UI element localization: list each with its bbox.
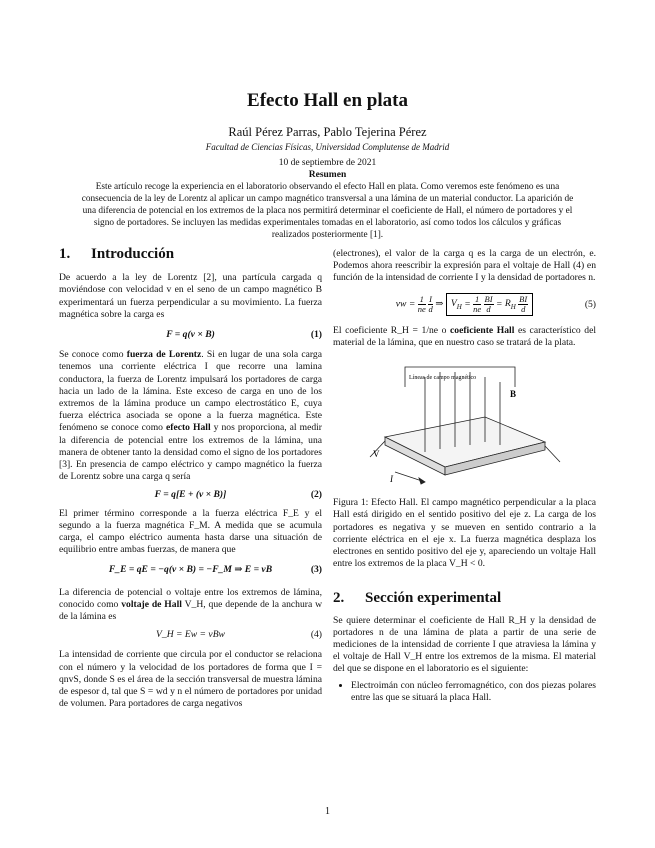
section-2-number: 2. [333, 590, 345, 607]
equation-1 [59, 329, 322, 341]
current-label: I [389, 474, 393, 485]
equation-3-number: (3) [310, 564, 322, 576]
p2-text-b: . Si en lugar de una sola carga tenemos una corriente eléctrica I que recorre una lamina conductora, la fuerza de Lorentz impulsará los portadores de carga hacia un lado de la lámina. Este exceso de carga en uno de los extremos de la lámina produce un campo electrostático E, cuya fuerza eléctrica asociada se opone a la fuerza magnética. Este fenómeno se conoce como [59, 349, 322, 434]
field-b-label: B [509, 389, 516, 400]
intro-paragraph-5: La intensidad de corriente que circula por el conductor se relaciona con el número y la velocidad de los portadores de forma que I = qnvS, donde S es el área de la sección transversal de muestra lámina de espesor d, tal que S = wd y n el número de portadores por unidad de volumen. Para portadores de carga negativos [59, 649, 322, 710]
equation-5-number: (5) [584, 298, 596, 310]
equation-5-body: vw = $\frac{1}{ne}$ $\frac{I}{d}$ ⇒ $V_H$ = $\frac{1}{ne}$ $\frac{BI}{d}$ = $R_H$ $\frac{BI}{d}$ [396, 293, 533, 316]
right-paragraph-2 [333, 325, 596, 349]
paper-title: Efecto Hall en plata [247, 90, 408, 111]
equation-4-number: (4) [310, 629, 322, 641]
section-2-paragraph-1: Se quiere determinar el coeficiente de Hall R_H y la densidad de portadores n de una lámina de plata a partir de una serie de mediciones de la intensidad de corriente I que atraviesa la lámina y el voltaje de Hall V_H entre los extremos de la misma. El material del que se dispone en el laboratorio es el siguiente: [333, 614, 596, 675]
voltage-label: V [372, 449, 379, 460]
rp2-text-a: El coeficiente R_H = 1/ne o [333, 324, 451, 336]
p2-bold-hall: efecto Hall [166, 422, 211, 434]
section-2-title: Sección experimental [365, 590, 502, 607]
equation-3 [59, 564, 322, 576]
equation-4-body: V_H = Ew = vBw [156, 629, 225, 641]
figure-1-caption: Figura 1: Efecto Hall. El campo magnético perpendicular a la placa Hall está dirigido en el sentido positivo del eje z. La carga de los portadores es negativa y se mueven en sentido contrario a la corriente eléctrica en el eje x. La fuerza magnética desplaza los electrones en sentido positivo del eje y, apareciendo un voltaje Hall entre los extremos de la placa V_H < 0. [333, 497, 596, 570]
section-1-title: Introducción [91, 246, 175, 262]
p4-bold-hall-voltage: voltaje de Hall [121, 598, 182, 610]
equation-1-number: (1) [310, 329, 322, 341]
affiliation: Facultad de Ciencias Físicas, Universidad Complutense de Madrid [205, 142, 450, 152]
rp2-bold-coef: coeficiente Hall [450, 324, 515, 336]
equation-2-body: F = q[E + (v × B)] [154, 489, 227, 501]
intro-paragraph-1: De acuerdo a la ley de Lorentz [2], una partícula cargada q moviéndose con velocidad v en el seno de un campo magnético B experimentará un fuerza perpendicular a su movimiento. La fuerza magnética sobre la carga es [59, 272, 322, 320]
equation-2 [59, 489, 322, 501]
section-1-heading [59, 248, 322, 260]
authors: Raúl Pérez Parras, Pablo Tejerina Pérez [228, 125, 427, 139]
rp2-text-b: es característico del material de la lámina, que en nuestro caso se tratará de la plata. [333, 324, 597, 348]
intro-paragraph-4 [59, 587, 322, 624]
p2-text-a: Se conoce como [59, 349, 127, 361]
page-number: 1 [325, 806, 330, 817]
equation-3-body: F_E = qE = −q(v × B) = −F_M ⇒ E = vB [108, 564, 273, 576]
hall-plate [385, 417, 545, 467]
right-paragraph-1: (electrones), el valor de la carga q es la carga de un electrón, e. Podemos ahora reescribir la expresión para el voltaje de Hall (4) en función de la intensidad de corriente I y la densidad de portadores n. [333, 248, 596, 284]
intro-paragraph-3: El primer término corresponde a la fuerza eléctrica F_E y el segundo a la fuerza magnética F_M. A medida que se acumula carga, el campo eléctrico aumenta hasta darse una situación de equilibrio entre ambas fuerzas, de manera que [59, 507, 322, 556]
equation-2-number: (2) [310, 489, 322, 501]
right-column [333, 248, 596, 704]
hall-effect-figure [333, 357, 596, 491]
list-item: • Electroimán con núcleo ferromagnético, con dos piezas polares entre las que se situará la placa Hall. [351, 680, 596, 704]
p4-text-b: V_H, que depende de la anchura w de la lámina es [59, 598, 323, 623]
p2-text-c: y nos proporciona, al medir la diferencia de potencial entre los extremos de la lámina, una manera de obtener tanto la densidad como el signo de los portadores [3]. En presencia de campo eléctrico y campo magnético la fuerza de Lorentz sobre una carga q sería [59, 422, 322, 483]
equation-1-body: F = q(v × B) [166, 329, 215, 341]
section-1-number: 1. [59, 246, 71, 262]
section-2-heading [333, 590, 596, 607]
left-column [59, 248, 322, 711]
equation-5 [333, 293, 596, 317]
intro-paragraph-2 [59, 349, 322, 483]
field-lines-label: Líneas de campo magnético [408, 375, 476, 382]
date: 10 de septiembre de 2021 [278, 158, 377, 168]
hall-effect-diagram [365, 357, 565, 487]
p2-bold-lorentz: fuerza de Lorentz [126, 349, 202, 361]
abstract-heading: Resumen [308, 170, 347, 180]
equipment-list [333, 680, 596, 704]
abstract-text: Este artículo recoge la experiencia en el laboratorio observando el efecto Hall en plata. Como veremos este fenómeno es una consecuencia de la ley de Lorentz al aplicar un campo magnético transversal a una lámina de un material conductor. La aparición de una diferencia de potencial en los extremos de la placa nos permitirá determinar el coeficiente de Hall, el número de portadores y el signo de portadores. Se incluyen las medidas experimentales tomadas en el laboratorio, así como todos los cálculos y gráficas realizados posteriormente [1]. [81, 182, 574, 240]
equation-4 [59, 629, 322, 641]
p4-text-a: La diferencia de potencial o voltaje entre los extremos de lámina, conocido como [59, 586, 322, 610]
